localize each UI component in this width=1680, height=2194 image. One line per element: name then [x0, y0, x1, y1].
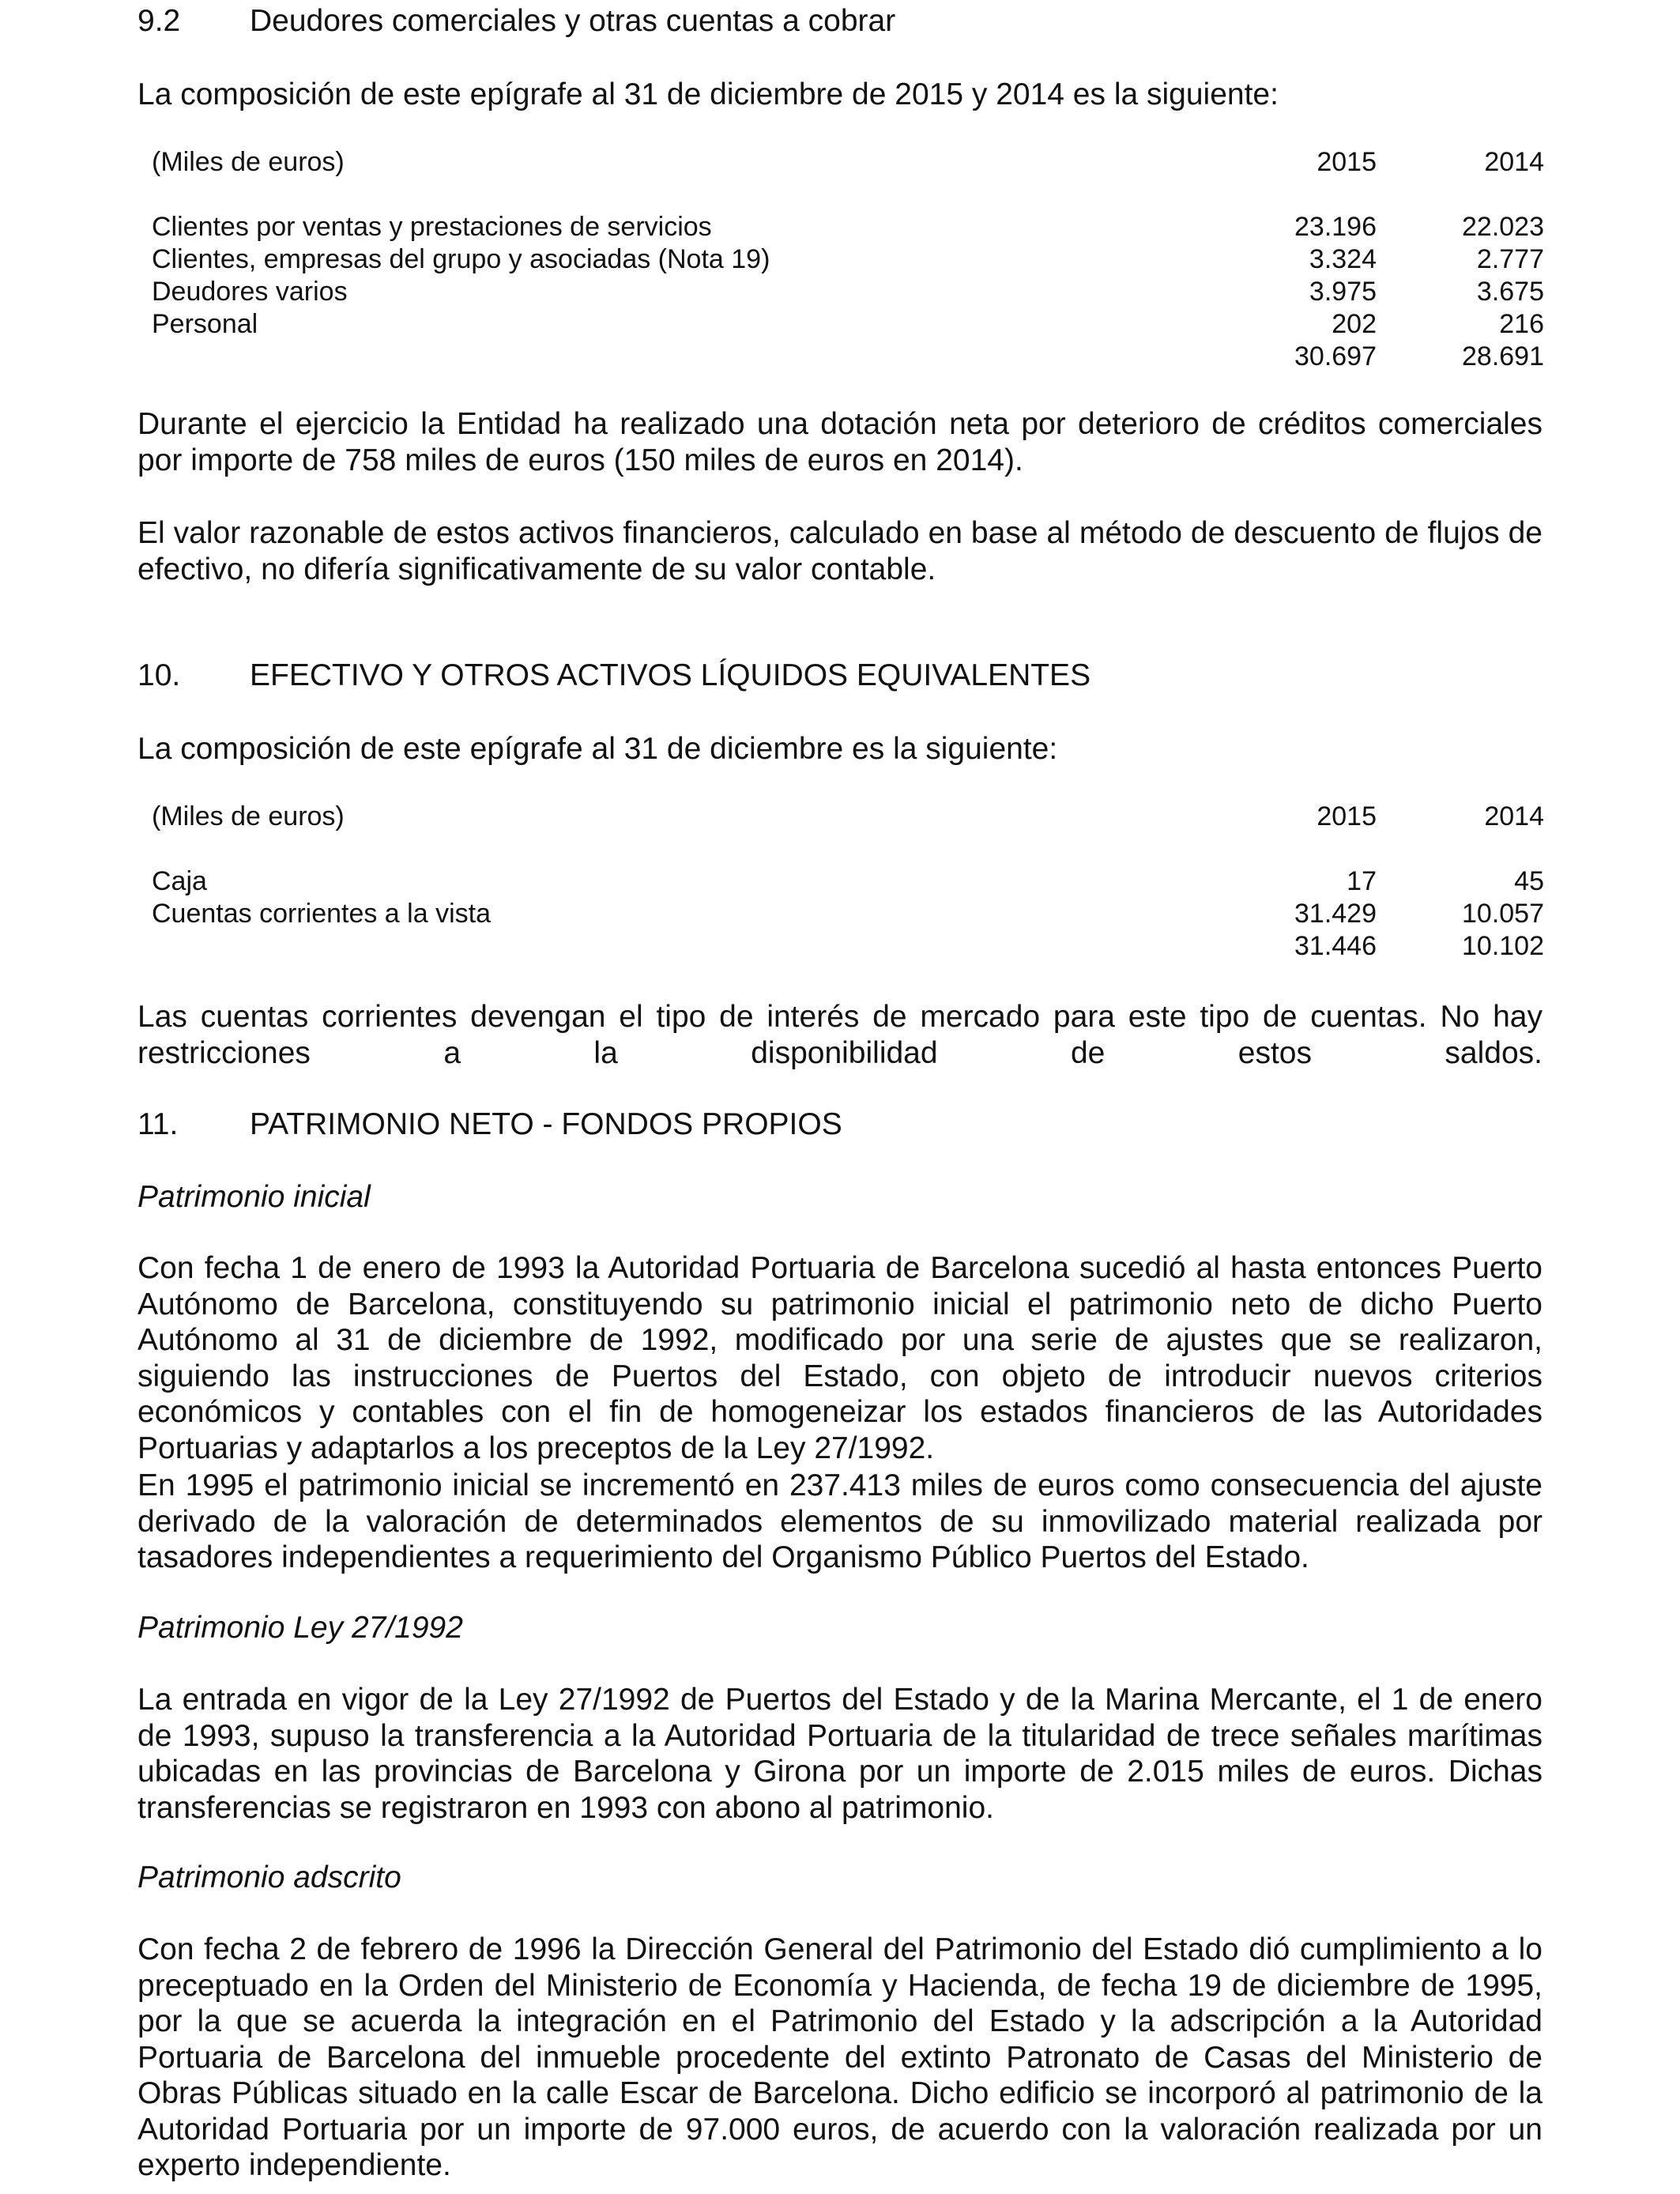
section-9-2-intro: La composición de este epígrafe al 31 de diciembre de 2015 y 2014 es la siguiente:	[137, 77, 1279, 111]
column-header-2015: 2015	[1317, 801, 1377, 831]
table-row	[152, 308, 1544, 341]
section-10-intro: La composición de este epígrafe al 31 de diciembre es la siguiente:	[137, 732, 1058, 766]
table-row	[152, 898, 1544, 930]
column-header-2015: 2015	[1317, 147, 1377, 177]
section-title: PATRIMONIO NETO - FONDOS PROPIOS	[250, 1107, 842, 1141]
table-row	[152, 865, 1544, 898]
row-value-2014: 216	[1499, 309, 1544, 339]
total-2014: 28.691	[1462, 341, 1544, 371]
table-row	[152, 211, 1544, 243]
section-9-2-paragraph: Durante el ejercicio la Entidad ha realizado una dotación neta por deterioro de créditos comerciales por importe de 758 miles de euros (150 miles de euros en 2014).	[137, 407, 1543, 477]
row-value-2015: 31.429	[1294, 899, 1377, 929]
unit-label: (Miles de euros)	[152, 147, 345, 177]
row-value-2015: 17	[1347, 866, 1377, 896]
table-total-row	[152, 341, 1544, 373]
cash-table	[152, 801, 1544, 963]
section-title: Deudores comerciales y otras cuentas a cobrar	[250, 4, 896, 38]
row-label: Caja	[152, 866, 207, 896]
row-value-2015: 23.196	[1294, 212, 1377, 242]
section-9-2-heading	[137, 3, 1543, 40]
section-number: 10.	[137, 658, 181, 692]
table-row	[152, 243, 1544, 276]
section-10-heading	[137, 658, 1543, 694]
row-value-2015: 3.324	[1309, 244, 1377, 274]
total-2015: 30.697	[1294, 341, 1377, 371]
receivables-table	[152, 146, 1544, 373]
total-2014: 10.102	[1462, 931, 1544, 961]
section-number: 11.	[137, 1107, 179, 1141]
total-2015: 31.446	[1294, 931, 1377, 961]
section-10-paragraph: Las cuentas corrientes devengan el tipo de interés de mercado para este tipo de cuentas. No hay restricciones a la disponibilidad de estos saldos.	[137, 1000, 1543, 1070]
row-value-2015: 202	[1332, 309, 1377, 339]
column-header-2014: 2014	[1484, 801, 1544, 831]
section-9-2-paragraph: El valor razonable de estos activos financieros, calculado en base al método de descuento de flujos de efectivo, no difería significativamente de su valor contable.	[137, 516, 1543, 586]
section-number: 9.2	[137, 4, 181, 38]
column-header-2014: 2014	[1484, 147, 1544, 177]
row-value-2014: 3.675	[1476, 277, 1544, 307]
section-title: EFECTIVO Y OTROS ACTIVOS LÍQUIDOS EQUIVALENTES	[250, 658, 1091, 692]
unit-label: (Miles de euros)	[152, 801, 345, 831]
table-row	[152, 276, 1544, 308]
patrimonio-inicial-paragraph: En 1995 el patrimonio inicial se incrementó en 237.413 miles de euros como consecuencia del ajuste derivado de la valoración de determinados elementos de su inmovilizado material realizada por tasadores independientes a requerimiento del Organismo Público Puertos del Estado.	[137, 1468, 1543, 1574]
row-label: Cuentas corrientes a la vista	[152, 899, 491, 929]
patrimonio-ley-paragraph: La entrada en vigor de la Ley 27/1992 de Puertos del Estado y de la Marina Mercante, el 1 de enero de 1993, supuso la transferencia a la Autoridad Portuaria de la titularidad de trece señales marítimas ubicadas en las provincias de Barcelona y Girona por un importe de 2.015 miles de euros. Dichas transferencias se registraron en 1993 con abono al patrimonio.	[137, 1683, 1543, 1825]
row-label: Clientes por ventas y prestaciones de servicios	[152, 212, 712, 242]
row-value-2014: 10.057	[1462, 899, 1544, 929]
row-label: Personal	[152, 309, 258, 339]
row-value-2015: 3.975	[1309, 277, 1377, 307]
table-header-row	[152, 801, 1544, 833]
subheading-patrimonio-ley: Patrimonio Ley 27/1992	[137, 1611, 463, 1645]
patrimonio-adscrito-paragraph: Con fecha 2 de febrero de 1996 la Dirección General del Patrimonio del Estado dió cumplimiento a lo preceptuado en la Orden del Ministerio de Economía y Hacienda, de fecha 19 de diciembre de 1995, por la que se acuerda la integración en el Patrimonio del Estado y la adscripción a la Autoridad Portuaria de Barcelona del inmueble procedente del extinto Patronato de Casas del Ministerio de Obras Públicas situado en la calle Escar de Barcelona. Dicho edificio se incorporó al patrimonio de la Autoridad Portuaria por un importe de 97.000 euros, de acuerdo con la valoración realizada por un experto independiente.	[137, 1932, 1543, 2182]
subheading-patrimonio-adscrito: Patrimonio adscrito	[137, 1860, 401, 1894]
row-value-2014: 2.777	[1476, 244, 1544, 274]
row-label: Deudores varios	[152, 277, 348, 307]
table-total-row	[152, 930, 1544, 963]
row-value-2014: 22.023	[1462, 212, 1544, 242]
row-label: Clientes, empresas del grupo y asociadas (Nota 19)	[152, 244, 770, 274]
row-value-2014: 45	[1514, 866, 1544, 896]
table-header-row	[152, 146, 1544, 179]
patrimonio-inicial-paragraph: Con fecha 1 de enero de 1993 la Autoridad Portuaria de Barcelona sucedió al hasta entonces Puerto Autónomo de Barcelona, constituyendo su patrimonio inicial el patrimonio neto de dicho Puerto Autónomo al 31 de diciembre de 1992, modificado por una serie de ajustes que se realizaron, siguiendo las instrucciones de Puertos del Estado, con objeto de introducir nuevos criterios económicos y contables con el fin de homogeneizar los estados financieros de las Autoridades Portuarias y adaptarlos a los preceptos de la Ley 27/1992.	[137, 1251, 1543, 1465]
subheading-patrimonio-inicial: Patrimonio inicial	[137, 1180, 371, 1214]
section-11-heading	[137, 1106, 1543, 1143]
